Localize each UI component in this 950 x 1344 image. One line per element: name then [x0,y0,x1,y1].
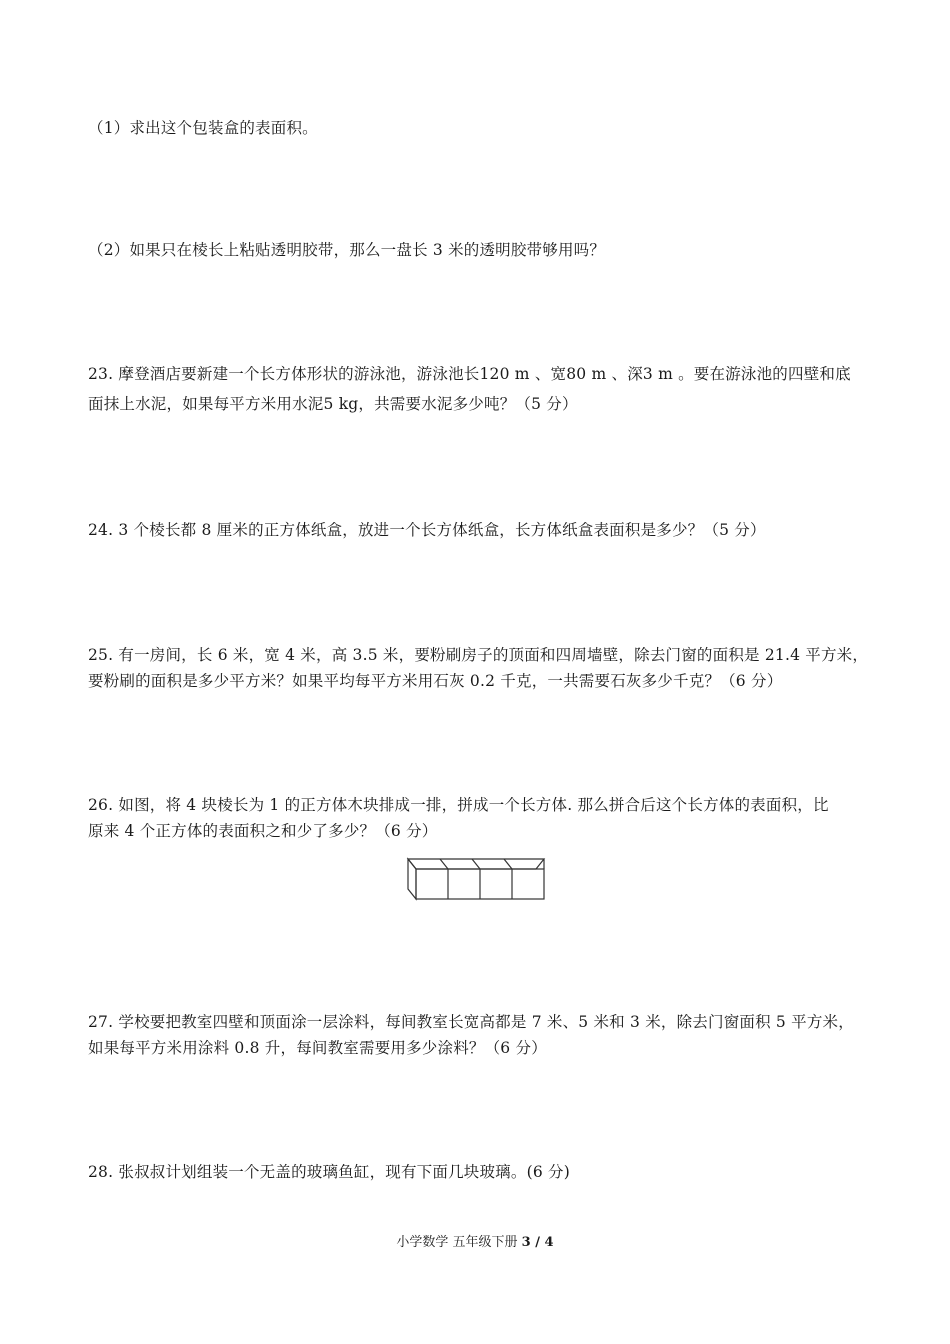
question-26-line-1: 26. 如图，将 4 块棱长为 1 的正方体木块排成一排，拼成一个长方体. 那么拼合后这个长方体的表面积，比 [88,796,829,814]
question-27-line-1: 27. 学校要把教室四壁和顶面涂一层涂料，每间教室长宽高都是 7 米、5 米和 3 米，除去门窗面积 5 平方米， [88,1013,854,1031]
footer-page-separator: / [530,1235,545,1250]
question-22-part-1: （1）求出这个包装盒的表面积。 [88,119,318,137]
question-25-line-1: 25. 有一房间，长 6 米，宽 4 米，高 3.5 米，要粉刷房子的顶面和四周墙壁，除去门窗的面积是 21.4 平方米， [88,646,869,664]
question-26-line-2: 原来 4 个正方体的表面积之和少了多少？（6 分） [88,822,438,840]
question-24-line-1: 24. 3 个棱长都 8 厘米的正方体纸盒，放进一个长方体纸盒，长方体纸盒表面积是多少？（5 分） [88,521,766,539]
question-23-line-1: 23. 摩登酒店要新建一个长方体形状的游泳池，游泳池长120 m 、宽80 m 、深3 m 。要在游泳池的四壁和底 [88,365,851,383]
question-23-line-2: 面抹上水泥，如果每平方米用水泥5 kg，共需要水泥多少吨？（5 分） [88,395,578,413]
footer-page-current: 3 [521,1235,531,1250]
question-22-part-2: （2）如果只在棱长上粘贴透明胶带，那么一盘长 3 米的透明胶带够用吗？ [88,241,606,259]
question-25-line-2: 要粉刷的面积是多少平方米？如果平均每平方米用石灰 0.2 千克，一共需要石灰多少千克？（6 分） [88,672,783,690]
question-28-line-1: 28. 张叔叔计划组装一个无盖的玻璃鱼缸，现有下面几块玻璃。(6 分) [88,1163,570,1181]
footer-page-total: 4 [544,1235,554,1250]
cube-top-divider-1 [440,859,448,869]
cube-top-divider-2 [472,859,480,869]
page-footer [0,1234,950,1252]
cube-top-divider-3 [504,859,512,869]
cuboid-left-face [408,859,416,899]
question-27-line-2: 如果每平方米用涂料 0.8 升，每间教室需要用多少涂料？（6 分） [88,1039,547,1057]
footer-course-label: 小学数学 五年级下册 [396,1235,522,1250]
four-cubes-figure [404,855,550,903]
